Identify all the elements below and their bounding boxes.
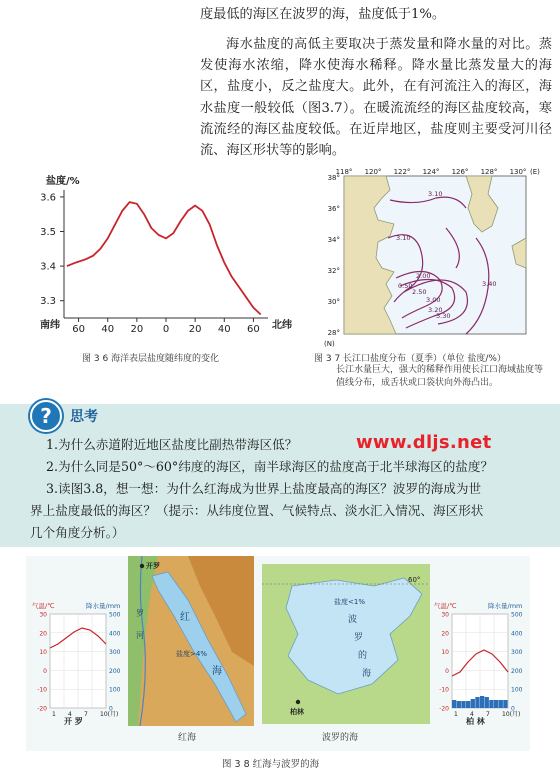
city-name: 柏 林: [466, 717, 485, 726]
precip-tick-label: 200: [109, 667, 121, 675]
month-tick-label: 7: [486, 711, 490, 718]
x-tick-label: 20: [130, 324, 144, 335]
temp-tick-label: 0: [445, 667, 449, 675]
month-tick-label: 4: [68, 711, 72, 718]
isoline-value-label: 0.50: [398, 282, 413, 290]
latitude-label: 36°: [327, 205, 340, 213]
y-tick-label: 3.6: [40, 192, 56, 204]
latitude-label: 32°: [327, 267, 340, 275]
map-text: 盐度<1%: [334, 598, 365, 606]
question-mark-icon: ?: [30, 400, 62, 432]
precipitation-bar: [503, 700, 507, 708]
berlin-climograph: [432, 600, 528, 726]
month-tick-label: 10(月): [100, 711, 119, 718]
x-tick-label: 40: [101, 324, 115, 335]
question-3-line-1: 3.读图3.8，想一想：为什么红海成为世界上盐度最高的海区？波罗的海成为世: [46, 481, 482, 496]
precipitation-bar: [457, 701, 461, 708]
month-tick-label: 4: [470, 711, 474, 718]
fig38-caption: 图 3 8 红海与波罗的海: [222, 759, 320, 770]
isoline-value-label: 2.00: [416, 272, 431, 280]
map-text: 河: [136, 631, 144, 640]
longitude-label: 122°: [393, 168, 411, 176]
latitude-label: 30°: [327, 298, 340, 306]
temp-tick-label: -10: [37, 686, 47, 694]
isoline-value-label: 2.50: [412, 288, 427, 296]
fig37-note: 长江水量巨大，强大的稀释作用使长江口海域盐度等值线分布，成舌状或口袋状向外海凸出。: [336, 365, 544, 388]
cairo-label: 开罗: [146, 562, 160, 570]
isoline-value-label: 3.10: [428, 190, 443, 198]
city-name: 开 罗: [64, 717, 83, 726]
precipitation-bar: [466, 701, 470, 708]
month-tick-label: 1: [52, 711, 56, 718]
precipitation-bar: [494, 700, 498, 708]
watermark-url: www.dljs.net: [356, 432, 492, 453]
map-text: 海: [362, 669, 372, 679]
temp-tick-label: 10: [39, 649, 47, 657]
question-1: 1.为什么赤道附近地区盐度比副热带海区低？: [46, 437, 298, 452]
precip-tick-label: 100: [511, 686, 523, 694]
temp-tick-label: -20: [37, 705, 47, 713]
question-2: 2.为什么同是50°～60°纬度的海区，南半球海区的盐度高于北半球海区的盐度？: [46, 459, 494, 474]
precipitation-bar: [461, 701, 465, 708]
precip-axis-label: 降水量/mm: [86, 602, 121, 610]
longitude-label: 130°: [509, 168, 527, 176]
think-header: [30, 400, 98, 432]
precip-tick-label: 500: [109, 611, 121, 619]
cairo-climograph: [30, 600, 126, 726]
isoline-value-label: 3.40: [482, 280, 497, 288]
precipitation-bar: [480, 696, 484, 708]
precip-tick-label: 300: [109, 649, 121, 657]
map-text: 波: [348, 615, 358, 625]
precip-tick-label: 0: [511, 705, 515, 713]
precipitation-bar: [485, 697, 489, 708]
month-tick-label: 10(月): [502, 711, 521, 718]
precip-tick-label: 500: [511, 611, 523, 619]
latitude-label: 34°: [327, 236, 340, 244]
precipitation-bar: [499, 700, 503, 708]
lat-unit: (N): [324, 340, 335, 348]
isoline-value-label: 3.00: [426, 296, 441, 304]
temp-tick-label: 10: [441, 649, 449, 657]
berlin-label: 柏林: [290, 708, 304, 716]
temp-tick-label: 20: [441, 630, 449, 638]
temp-tick-label: 0: [43, 667, 47, 675]
map-text: 的: [358, 651, 368, 661]
latitude-label: 28°: [327, 329, 340, 337]
x-end-label: 北纬: [272, 320, 292, 331]
map-text: 罗: [136, 609, 144, 618]
temp-tick-label: -10: [439, 686, 449, 694]
map-text: 盐度>4%: [176, 650, 207, 658]
longitude-label: 128°: [480, 168, 498, 176]
x-tick-label: 20: [188, 324, 202, 335]
baltic-sea-label: 波罗的海: [322, 733, 359, 743]
temp-axis-label: 气温/℃: [32, 602, 55, 610]
temp-tick-label: 30: [39, 611, 47, 619]
longitude-label: 120°: [364, 168, 382, 176]
temp-tick-label: 20: [39, 630, 47, 638]
x-start-label: 南纬: [40, 320, 60, 331]
question-3-line-2: 界上盐度最低的海区？（提示：从纬度位置、气候特点、淡水汇入情况、海区形状: [30, 503, 484, 518]
x-tick-label: 40: [217, 324, 231, 335]
x-tick-label: 60: [247, 324, 260, 335]
precip-axis-label: 降水量/mm: [488, 602, 523, 610]
precip-tick-label: 0: [109, 705, 113, 713]
red-sea-label: 红海: [178, 733, 197, 743]
precip-tick-label: 400: [109, 630, 121, 638]
x-tick-label: 60: [72, 324, 85, 335]
precip-tick-label: 400: [511, 630, 523, 638]
y-tick-label: 3.4: [40, 261, 56, 273]
lon-unit: (E): [530, 168, 540, 176]
fig37-caption: 图 3 7 长江口盐度分布（夏季）（单位 盐度/%）: [314, 354, 506, 364]
precipitation-bar: [489, 700, 493, 708]
isoline-value-label: 3.10: [396, 234, 411, 242]
salinity-curve: [67, 202, 261, 314]
temp-tick-label: -20: [439, 705, 449, 713]
red-sea-map: [128, 556, 254, 726]
map-text: 海: [212, 666, 222, 677]
month-tick-label: 1: [454, 711, 458, 718]
isoline-value-label: 3.20: [428, 306, 443, 314]
yangtze-estuary-salinity-map: [316, 168, 552, 350]
paragraph-salinity: 海水盐度的高低主要取决于蒸发量和降水量的对比。蒸发使海水浓缩，降水使海水稀释。降水量比蒸发量大的海区，盐度小，反之盐度大。此外，在有河流注入的海区，海水盐度一般较低（图3.7）。在暖流流经的海区盐度较高，寒流流经的海区盐度较低。在近岸地区，盐度则主要受河川径流、海区形状等的影响。: [200, 37, 552, 159]
baltic-sea-map: [262, 564, 430, 724]
fig36-caption: 图 3 6 海洋表层盐度随纬度的变化: [82, 354, 220, 364]
isoline-value-label: 3.30: [436, 312, 451, 320]
latitude-label: 38°: [327, 174, 340, 182]
precipitation-bar: [452, 700, 456, 708]
question-3-line-3: 几个角度分析。）: [30, 525, 125, 540]
chart-y-label: 盐度/%: [46, 176, 80, 187]
paragraph-line-0: 度最低的海区在波罗的海，盐度低于1%。: [200, 7, 446, 22]
precip-tick-label: 300: [511, 649, 523, 657]
x-tick-label: 0: [162, 324, 170, 335]
precipitation-bar: [471, 699, 475, 708]
precip-tick-label: 200: [511, 667, 523, 675]
map-text: 60°: [408, 576, 421, 584]
y-tick-label: 3.5: [40, 227, 56, 239]
month-tick-label: 7: [84, 711, 88, 718]
map-text: 红: [180, 612, 190, 623]
longitude-label: 124°: [422, 168, 440, 176]
temp-tick-label: 30: [441, 611, 449, 619]
longitude-label: 126°: [451, 168, 469, 176]
precipitation-bar: [475, 697, 479, 708]
map-text: 罗: [354, 633, 364, 643]
temp-axis-label: 气温/℃: [434, 602, 457, 610]
longitude-label: 118°: [335, 168, 353, 176]
think-title: 思考: [70, 409, 98, 425]
salinity-latitude-chart: [20, 168, 300, 340]
precip-tick-label: 100: [109, 686, 121, 694]
y-tick-label: 3.3: [40, 296, 56, 308]
